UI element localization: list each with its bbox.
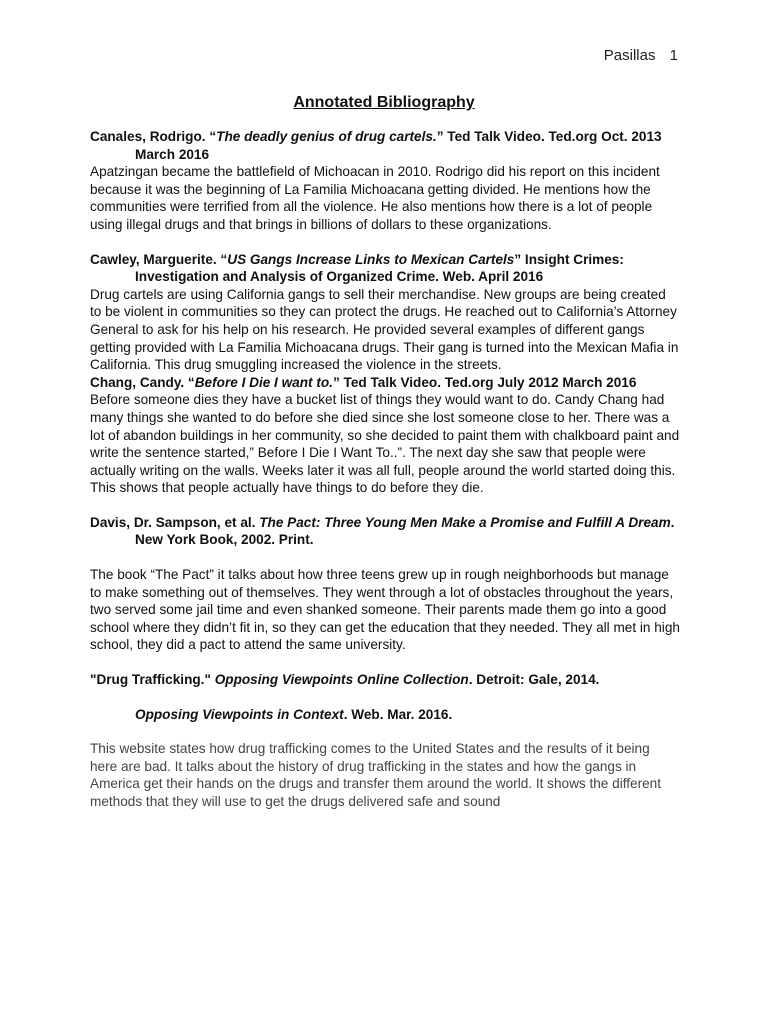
citation-chang: Chang, Candy. “Before I Die I want to.” Ted Talk Video. Ted.org July 2012 March 2016: [90, 374, 637, 390]
annotation-chang: Before someone dies they have a bucket list of things they would want to do. Candy Chang had many things she wanted to do before she died since she lost someone close to her. There was a lot of abandon buildings in her community, so she decided to paint them with chalkboard paint and write the sentence started,” Before I Die I Want To..”. The next day she saw that people were actually writing on the walls. Weeks later it was all full, people around the world started doing this. This shows that people actually have things to do before they die.: [90, 392, 680, 496]
citation-canales: Canales, Rodrigo. “The deadly genius of drug cartels.” Ted Talk Video. Ted.org Oct. 2013 March 2016: [90, 129, 662, 162]
page-header: [604, 47, 678, 64]
annotation-canales: Apatzingan became the battlefield of Michoacan in 2010. Rodrigo did his report on this incident because it was the beginning of La Familia Michoacana getting divided. He mentions how the communities were terrified from all the violence. He also mentions how there is a lot of people using illegal drugs and that brings in billions of dollars to these organizations.: [90, 164, 660, 232]
header-page-number: 1: [669, 47, 678, 64]
citation-davis: Davis, Dr. Sampson, et al. The Pact: Three Young Men Make a Promise and Fulfill A Dream. New York Book, 2002. Print.: [90, 514, 675, 548]
annotation-cawley: Drug cartels are using California gangs to sell their merchandise. New groups are being created to be violent in communities so they can protect the drugs. He reached out to California’s Attorney General to ask for his help on his research. He provided several examples of different gangs getting provided with La Familia Michoacana drugs. Their gang is turned into the Mexican Mafia in California. This drug smuggling increased the violence in the streets.: [90, 286, 679, 373]
citation-drug-trafficking-line2: Opposing Viewpoints in Context. Web. Mar. 2016.: [135, 706, 453, 722]
bibliography-body: [90, 128, 680, 811]
annotation-davis: The book “The Pact” it talks about how three teens grew up in rough neighborhoods but manage to make something out of themselves. They went through a lot of obstacles throughout the years, two served some jail time and even shanked someone. Their parents made them go into a good school where they didn’t fit in, so they can get the education that they needed. They all met in high school, they did a pact to attend the same university.: [90, 567, 680, 653]
citation-drug-trafficking: "Drug Trafficking." Opposing Viewpoints Online Collection. Detroit: Gale, 2014.: [90, 672, 600, 688]
citation-cawley: Cawley, Marguerite. “US Gangs Increase Links to Mexican Cartels” Insight Crimes: Investigation and Analysis of Organized Crime. Web. April 2016: [90, 251, 624, 285]
document-title: Annotated Bibliography: [293, 94, 475, 111]
header-author: Pasillas: [603, 47, 656, 64]
annotation-drug-trafficking: This website states how drug trafficking comes to the United States and the results of it being here are bad. It talks about the history of drug trafficking in the states and how the gangs in America get their hands on the drugs and transfer them around the world. It shows the different methods that they will use to get the drugs delivered safe and sound: [90, 741, 662, 809]
